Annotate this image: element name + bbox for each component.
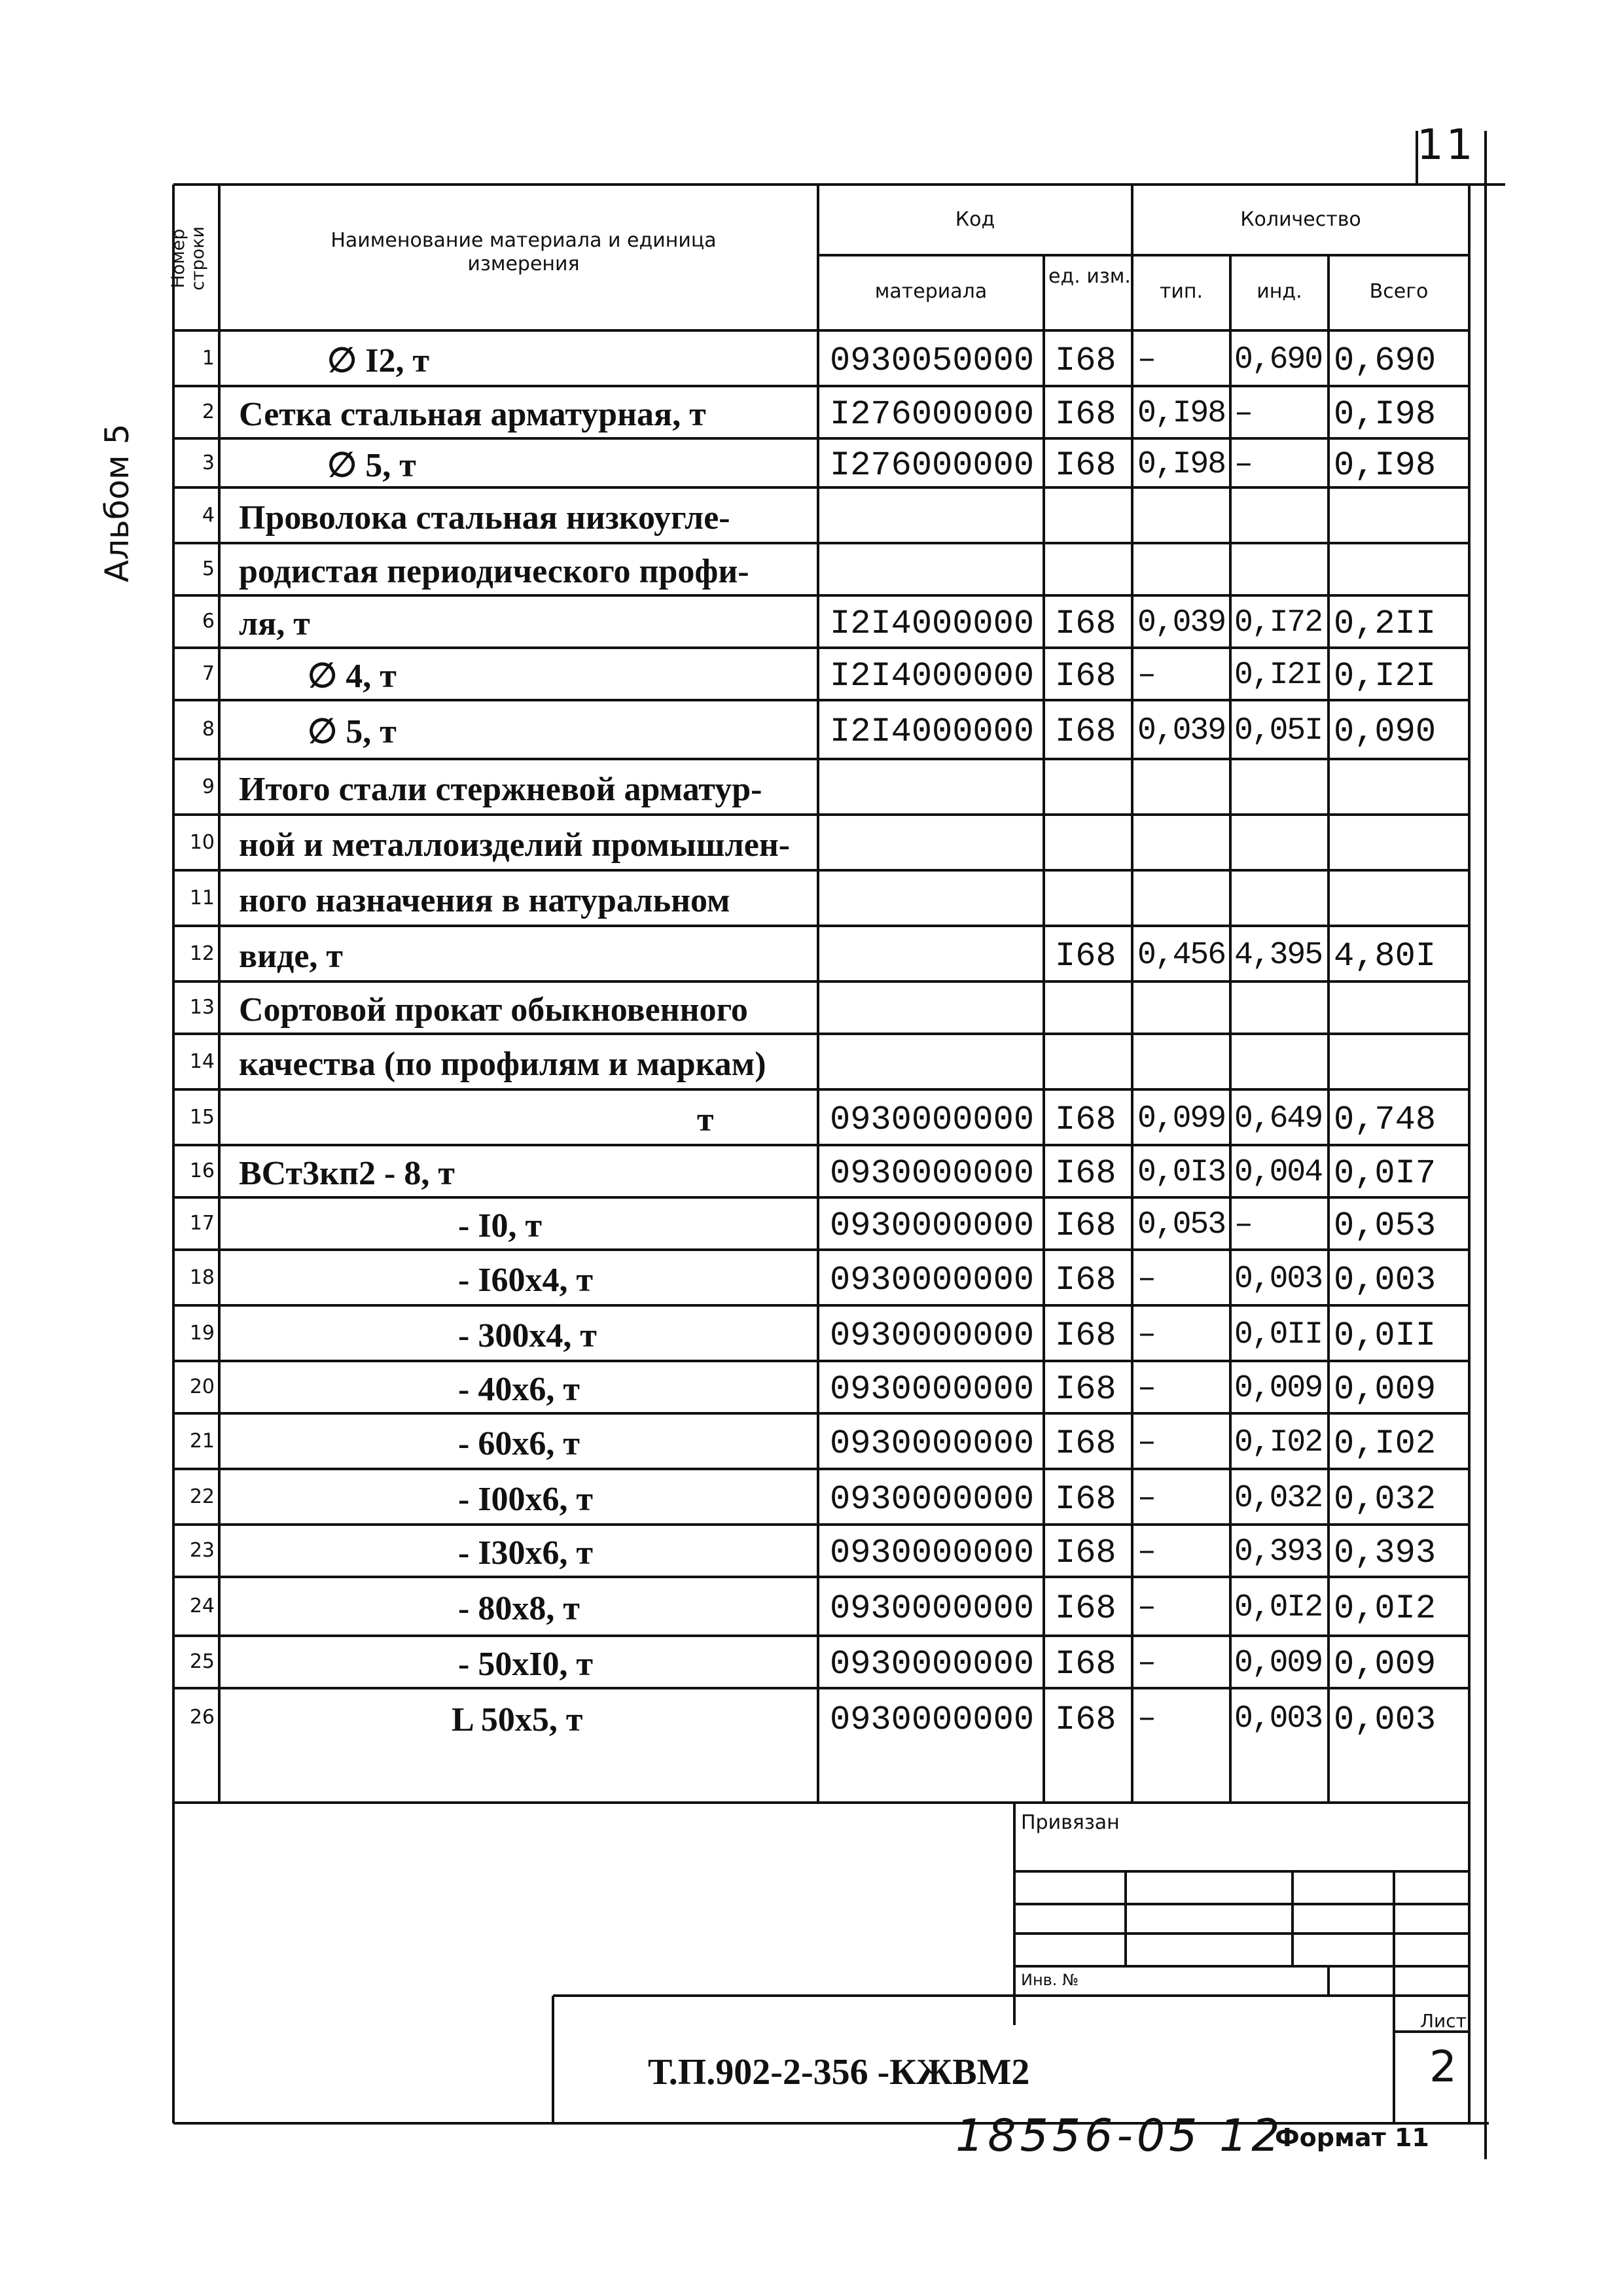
qty-ind: 0,I2I [1234,658,1323,693]
qty-total: 0,I2I [1334,657,1436,696]
row-number: 25 [189,1650,215,1673]
row-number: 24 [189,1595,215,1617]
material-code: 0930000000 [830,1370,1035,1409]
sheet-label: Лист [1420,2010,1467,2032]
qty-typ: – [1137,1534,1155,1570]
qty-ind-header: инд. [1257,280,1302,303]
qty-ind: 0,003 [1234,1261,1323,1297]
qty-total: 0,690 [1334,341,1436,380]
qty-total: 0,090 [1334,713,1436,751]
qty-ind: 0,004 [1234,1155,1323,1190]
material-name: Проволока стальная низкоугле- [239,499,730,537]
code-material-header: материала [874,280,988,303]
qty-total: 0,009 [1334,1645,1436,1684]
material-code: 0930000000 [830,1260,1035,1299]
qty-typ: 0,099 [1137,1101,1226,1137]
material-name: ля, т [239,605,310,643]
qty-typ: 0,456 [1137,937,1226,973]
qty-total: 0,2II [1334,605,1436,643]
material-name: ∅ I2, т [327,342,430,380]
row-number: 1 [202,346,215,370]
unit-code: I68 [1055,1589,1116,1628]
row-number: 6 [202,610,215,633]
qty-total: 0,0I2 [1334,1589,1436,1628]
qty-ind: 0,003 [1234,1701,1323,1737]
material-name: - 80х8, т [458,1590,580,1627]
inv-label: Инв. № [1021,1971,1079,1989]
row-number: 18 [189,1265,215,1289]
qty-typ: – [1137,1480,1155,1516]
material-name: Сетка стальная арматурная, т [239,396,706,433]
material-name: L 50х5, т [452,1701,583,1739]
unit-code: I68 [1055,936,1116,976]
sheet-value: 2 [1429,2041,1457,2092]
qty-typ: 0,0I3 [1137,1155,1226,1190]
qty-ind: 0,I72 [1234,605,1323,641]
material-code: I276000000 [830,446,1035,485]
unit-code: I68 [1055,1260,1116,1299]
material-code: 0930000000 [830,1701,1035,1739]
row-number: 7 [202,662,215,685]
qty-typ: – [1137,1590,1155,1625]
row-number: 22 [189,1485,215,1508]
row-number: 23 [189,1539,215,1562]
material-name: Сортовой прокат обыкновенного [239,991,748,1029]
unit-code: I68 [1055,713,1116,751]
code-header: Код [955,208,995,231]
material-name: - I00х6, т [458,1480,594,1518]
qty-total: 0,009 [1334,1370,1436,1409]
bound-label: Привязан [1021,1811,1120,1834]
quantity-header: Количество [1240,208,1361,231]
qty-total: 0,748 [1334,1100,1436,1139]
row-number: 2 [202,400,215,423]
material-name: ∅ 5, т [327,446,416,484]
qty-ind: 0,I02 [1234,1424,1323,1460]
qty-typ: 0,039 [1137,713,1226,749]
format-label: Формат 11 [1275,2123,1429,2152]
unit-code: I68 [1055,1479,1116,1519]
row-number: 17 [189,1212,215,1235]
qty-typ: – [1137,658,1155,693]
code-unit-header: ед. изм. [1048,265,1131,288]
row-number: 8 [202,718,215,741]
row-number: 11 [189,886,215,910]
qty-ind: 0,032 [1234,1480,1323,1516]
material-name: - 300х4, т [458,1316,597,1354]
qty-ind: 0,009 [1234,1371,1323,1406]
qty-total: 0,003 [1334,1260,1436,1299]
qty-ind: – [1234,396,1252,431]
row-number: 10 [189,830,215,854]
qty-typ: 0,I98 [1137,446,1226,482]
qty-total: 0,032 [1334,1479,1436,1519]
unit-code: I68 [1055,1207,1116,1245]
material-code: 0930000000 [830,1479,1035,1519]
qty-typ: – [1137,1371,1155,1406]
row-number: 21 [189,1429,215,1453]
unit-code: I68 [1055,395,1116,434]
unit-code: I68 [1055,1154,1116,1193]
qty-ind: – [1234,446,1252,482]
row-number: 12 [189,942,215,965]
material-name: виде, т [239,937,343,975]
material-name: качества (по профилям и маркам) [239,1045,766,1083]
row-number: 19 [189,1321,215,1345]
qty-typ: – [1137,1316,1155,1352]
row-number-header: Номер строки [168,226,208,291]
qty-typ: – [1137,1646,1155,1681]
material-code: 0930000000 [830,1534,1035,1572]
qty-typ: – [1137,1261,1155,1297]
material-code: 0930000000 [830,1424,1035,1463]
unit-code: I68 [1055,1701,1116,1739]
material-code: 0930050000 [830,341,1035,380]
unit-code: I68 [1055,1424,1116,1463]
unit-code: I68 [1055,1645,1116,1684]
material-name: - 50хI0, т [458,1646,594,1683]
material-code: I2I4000000 [830,713,1035,751]
row-number: 13 [189,996,215,1019]
material-name: ВСт3кп2 - 8, т [239,1155,455,1192]
unit-code: I68 [1055,1370,1116,1409]
qty-total: 0,I02 [1334,1424,1436,1463]
row-number: 16 [189,1159,215,1182]
material-name: - 60х6, т [458,1424,580,1462]
unit-code: I68 [1055,341,1116,380]
qty-typ: 0,053 [1137,1207,1226,1243]
qty-typ: – [1137,1701,1155,1737]
material-name: Итого стали стержневой арматур- [239,770,762,808]
qty-typ: 0,I98 [1137,396,1226,431]
material-name: ∅ 4, т [308,658,397,695]
unit-code: I68 [1055,605,1116,643]
row-number: 20 [189,1375,215,1398]
material-code: I2I4000000 [830,605,1035,643]
unit-code: I68 [1055,446,1116,485]
row-number: 14 [189,1050,215,1073]
qty-typ: 0,039 [1137,605,1226,641]
row-number: 4 [202,503,215,527]
material-name: - I0, т [458,1207,543,1245]
material-code: 0930000000 [830,1589,1035,1628]
qty-total: 0,I98 [1334,395,1436,434]
qty-typ-header: тип. [1159,280,1204,303]
qty-total: 0,0I7 [1334,1154,1436,1193]
qty-ind: 0,0II [1234,1316,1323,1352]
material-code: I276000000 [830,395,1035,434]
qty-ind: – [1234,1207,1252,1243]
sheet-number: 11 [1417,121,1476,169]
album-label: Альбом 5 [98,423,136,582]
row-number: 9 [202,775,215,798]
material-name: ного назначения в натуральном [239,881,730,919]
material-name: ной и металлоизделий промышлен- [239,826,791,864]
unit-code: I68 [1055,657,1116,696]
qty-ind: 0,0I2 [1234,1590,1323,1625]
material-name: родистая периодического профи- [239,553,749,590]
row-number: 15 [189,1105,215,1129]
material-name: ∅ 5, т [308,713,397,751]
unit-code: I68 [1055,1316,1116,1355]
qty-total: 4,80I [1334,936,1436,976]
qty-ind: 0,05I [1234,713,1323,749]
material-name: т [697,1101,714,1139]
row-number: 3 [202,451,215,474]
material-code: 0930000000 [830,1645,1035,1684]
qty-total: 0,I98 [1334,446,1436,485]
material-code: 0930000000 [830,1100,1035,1139]
qty-total: 0,003 [1334,1701,1436,1739]
material-name: - I60х4, т [458,1261,594,1299]
qty-total: 0,053 [1334,1207,1436,1245]
qty-ind: 4,395 [1234,937,1323,973]
material-code: 0930000000 [830,1154,1035,1193]
unit-code: I68 [1055,1534,1116,1572]
qty-ind: 0,649 [1234,1101,1323,1137]
qty-total: 0,0II [1334,1316,1436,1355]
material-code: 0930000000 [830,1316,1035,1355]
material-code: 0930000000 [830,1207,1035,1245]
qty-ind: 0,690 [1234,342,1323,378]
document-code: Т.П.902-2-356 -КЖВМ2 [648,2052,1030,2093]
qty-total: 0,393 [1334,1534,1436,1572]
material-name: - I30х6, т [458,1534,594,1572]
qty-typ: – [1137,1424,1155,1460]
unit-code: I68 [1055,1100,1116,1139]
qty-total-header: Всего [1369,280,1429,303]
qty-ind: 0,009 [1234,1646,1323,1681]
row-number: 26 [189,1706,215,1729]
material-name: - 40х6, т [458,1371,580,1408]
qty-ind: 0,393 [1234,1534,1323,1570]
qty-typ: – [1137,342,1155,378]
material-code: I2I4000000 [830,657,1035,696]
name-header: Наименование материала и единица измерения [330,229,717,275]
archive-number: 18556-05 12 [955,2110,1284,2162]
row-number: 5 [202,557,215,580]
